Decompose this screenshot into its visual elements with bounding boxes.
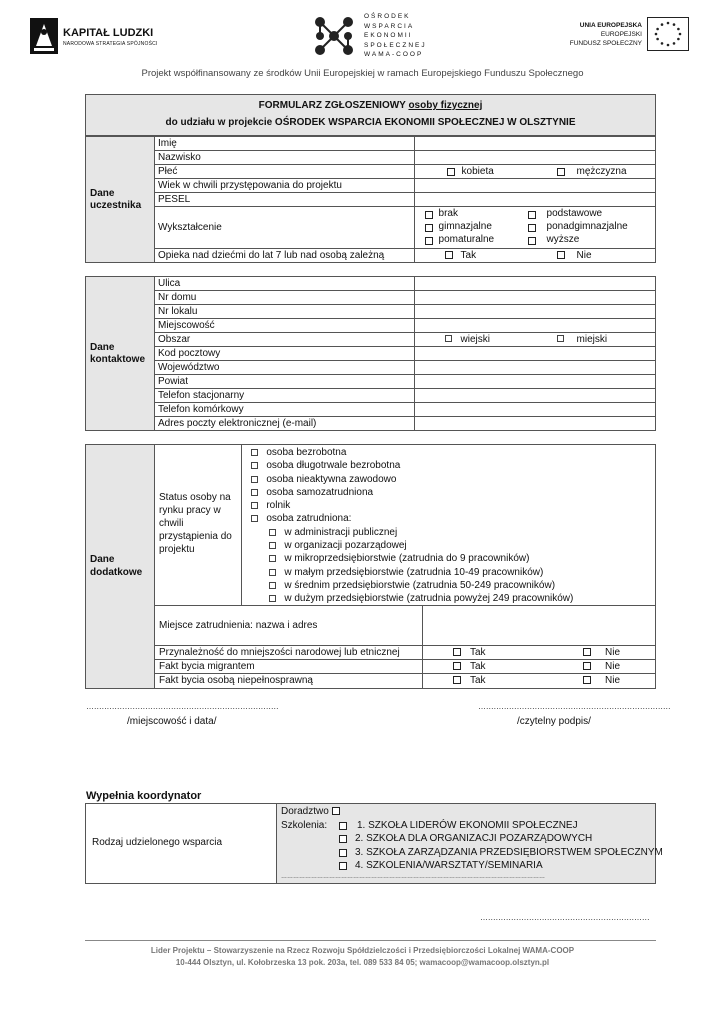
field-label: Opieka nad dziećmi do lat 7 lub nad osobą zależną bbox=[154, 249, 414, 263]
contact-section-label bbox=[86, 277, 155, 431]
section-label-line: Dane bbox=[90, 554, 115, 565]
workplace-label: Miejsce zatrudnienia: nazwa i adres bbox=[159, 620, 318, 631]
training-item: 1. SZKOŁA LIDERÓW EKONOMII SPOŁECZNEJ bbox=[357, 819, 578, 831]
field-label: Nr lokalu bbox=[154, 305, 414, 319]
email-field[interactable] bbox=[414, 417, 655, 431]
field-label: Powiat bbox=[154, 375, 414, 389]
project-note: Projekt współfinansowany ze środków Unii Europejskiej w ramach Europejskiego Funduszu Społecznego bbox=[141, 68, 584, 79]
fact-no-label: Nie bbox=[605, 675, 621, 686]
area-urban-checkbox[interactable] bbox=[557, 335, 564, 342]
eu-flag-icon bbox=[647, 17, 689, 51]
status-checkbox[interactable] bbox=[251, 462, 258, 469]
fact-row bbox=[155, 660, 656, 674]
status-label-line: projektu bbox=[159, 544, 195, 555]
network-molecule-icon bbox=[312, 14, 356, 58]
field-label: Płeć bbox=[154, 165, 414, 179]
employed-option bbox=[242, 539, 656, 552]
education-field bbox=[414, 207, 655, 249]
support-type-label: Rodzaj udzielonego wsparcia bbox=[86, 804, 277, 883]
form-title-box bbox=[85, 94, 656, 136]
status-label-line: chwili bbox=[159, 518, 184, 529]
employed-checkbox[interactable] bbox=[269, 569, 276, 576]
participant-table bbox=[85, 136, 656, 263]
status-label-line: przystąpienia do bbox=[159, 531, 232, 542]
training-row bbox=[281, 846, 663, 860]
landline-field[interactable] bbox=[414, 389, 655, 403]
employed-checkbox[interactable] bbox=[269, 595, 276, 602]
employed-option-label: w organizacji pozarządowej bbox=[284, 540, 407, 552]
fact-yes-label: Tak bbox=[470, 661, 486, 672]
first-name-field[interactable] bbox=[414, 137, 655, 151]
field-label: Obszar bbox=[154, 333, 414, 347]
coordinator-box bbox=[85, 803, 663, 884]
training-checkbox[interactable] bbox=[339, 822, 347, 830]
fact-yes-checkbox[interactable] bbox=[453, 648, 461, 656]
fact-label: Fakt bycia migrantem bbox=[155, 660, 423, 673]
gender-male-label: mężczyzna bbox=[576, 166, 627, 177]
edu-label: gimnazjalne bbox=[438, 221, 492, 232]
employed-option bbox=[242, 579, 656, 592]
fact-no-checkbox[interactable] bbox=[583, 648, 591, 656]
training-checkbox[interactable] bbox=[339, 835, 347, 843]
owes-line: OŚRODEK bbox=[364, 13, 411, 20]
childcare-field bbox=[414, 249, 655, 263]
advice-row bbox=[281, 805, 655, 819]
employed-option bbox=[242, 552, 656, 565]
support-options bbox=[277, 804, 663, 883]
fact-no-label: Nie bbox=[605, 647, 621, 658]
kl-title: KAPITAŁ LUDZKI bbox=[63, 27, 154, 39]
edu-checkbox[interactable] bbox=[528, 211, 536, 219]
form-title-prefix: FORMULARZ ZGŁOSZENIOWY bbox=[258, 100, 409, 111]
training-label: Szkolenia: bbox=[281, 819, 328, 831]
training-row bbox=[281, 832, 655, 846]
field-label: Nr domu bbox=[154, 291, 414, 305]
edu-checkbox[interactable] bbox=[425, 237, 433, 245]
field-label: Imię bbox=[154, 137, 414, 151]
coordinator-heading: Wypełnia koordynator bbox=[86, 790, 202, 802]
street-field[interactable] bbox=[414, 277, 655, 291]
edu-checkbox[interactable] bbox=[425, 224, 433, 232]
kapital-ludzki-logo bbox=[30, 18, 160, 56]
kl-subtitle: NARODOWA STRATEGIA SPÓJNOŚCI bbox=[63, 41, 158, 47]
form-title-underlined: osoby fizycznej bbox=[408, 100, 483, 111]
field-label: Adres poczty elektronicznej (e-mail) bbox=[154, 417, 414, 431]
childcare-yes-label: Tak bbox=[460, 250, 477, 261]
employed-checkbox[interactable] bbox=[269, 555, 276, 562]
last-name-field[interactable] bbox=[414, 151, 655, 165]
status-option-label: osoba samozatrudniona bbox=[266, 486, 374, 498]
status-option-label: osoba długotrwale bezrobotna bbox=[266, 460, 401, 472]
status-label-cell bbox=[155, 445, 242, 606]
edu-checkbox[interactable] bbox=[528, 237, 536, 245]
section-label-line: kontaktowe bbox=[90, 353, 146, 365]
employed-option-label: w administracji publicznej bbox=[284, 526, 398, 538]
section-label-line: dodatkowe bbox=[90, 567, 143, 578]
field-label: PESEL bbox=[154, 193, 414, 207]
employed-option bbox=[242, 526, 656, 539]
coordinator-sign-dots: ………………………………………………………… bbox=[480, 913, 650, 922]
status-label-line: rynku pracy w bbox=[159, 505, 221, 516]
edu-label: brak bbox=[438, 208, 458, 219]
section-label-line: uczestnika bbox=[90, 199, 142, 211]
training-item: 4. SZKOLENIA/WARSZTATY/SEMINARIA bbox=[355, 860, 543, 871]
training-checkbox[interactable] bbox=[339, 849, 347, 857]
gender-field bbox=[414, 165, 655, 179]
training-item: 2. SZKOŁA DLA ORGANIZACJI POZARZĄDOWYCH bbox=[355, 833, 593, 844]
apartment-number-field[interactable] bbox=[414, 305, 655, 319]
area-rural-checkbox[interactable] bbox=[445, 335, 452, 342]
training-checkbox[interactable] bbox=[339, 862, 347, 870]
edu-checkbox[interactable] bbox=[425, 211, 433, 219]
employed-option-label: w dużym przedsiębiorstwie (zatrudnia powyżej 249 pracowników) bbox=[284, 593, 574, 605]
place-date-dots: ………………………………………………………………… bbox=[86, 702, 279, 711]
city-field[interactable] bbox=[414, 319, 655, 333]
area-urban-label: miejski bbox=[576, 334, 608, 345]
gender-female-label: kobieta bbox=[461, 166, 494, 177]
status-options-cell bbox=[242, 445, 656, 606]
owes-text bbox=[364, 12, 427, 60]
footer-line1: Lider Projektu – Stowarzyszenie na Rzecz Rozwoju Spółdzielczości i Przedsiębiorczości Lokalnej WAMA-COOP bbox=[150, 946, 575, 955]
employed-option-label: w średnim przedsiębiorstwie (zatrudnia 50-249 pracowników) bbox=[284, 579, 556, 591]
additional-section-label bbox=[86, 445, 155, 688]
advice-checkbox[interactable] bbox=[332, 807, 340, 815]
field-label: Wiek w chwili przystępowania do projektu bbox=[154, 179, 414, 193]
fact-yes-label: Tak bbox=[470, 675, 486, 686]
age-field[interactable] bbox=[414, 179, 655, 193]
edu-label: ponadgimnazjalne bbox=[546, 221, 628, 232]
status-option-label: rolnik bbox=[266, 500, 291, 512]
signature-dots: ………………………………………………………………… bbox=[478, 702, 671, 711]
fact-label: Fakt bycia osobą niepełnosprawną bbox=[155, 674, 423, 688]
childcare-yes-checkbox[interactable] bbox=[445, 251, 453, 259]
footer-divider bbox=[85, 940, 656, 941]
fact-no-checkbox[interactable] bbox=[583, 662, 591, 670]
field-label: Telefon komórkowy bbox=[154, 403, 414, 417]
training-row bbox=[281, 859, 655, 873]
owes-line: EKONOMII bbox=[364, 32, 413, 39]
field-label: Wykształcenie bbox=[154, 207, 414, 249]
additional-section bbox=[85, 444, 656, 689]
advice-label: Doradztwo bbox=[281, 806, 329, 817]
fact-row bbox=[155, 646, 656, 660]
status-checkbox[interactable] bbox=[251, 515, 258, 522]
fact-row bbox=[155, 674, 656, 688]
status-option-label: osoba bezrobotna bbox=[266, 447, 347, 458]
status-checkbox[interactable] bbox=[251, 502, 258, 509]
status-checkbox[interactable] bbox=[251, 489, 258, 496]
status-checkbox[interactable] bbox=[251, 476, 258, 483]
gender-male-checkbox[interactable] bbox=[557, 168, 565, 176]
employed-checkbox[interactable] bbox=[269, 582, 276, 589]
employed-option bbox=[242, 592, 656, 605]
kl-emblem-icon bbox=[30, 18, 58, 54]
form-title bbox=[86, 100, 655, 111]
field-label: Nazwisko bbox=[154, 151, 414, 165]
fact-yes-label: Tak bbox=[470, 647, 486, 658]
status-option bbox=[242, 446, 656, 459]
area-rural-label: wiejski bbox=[460, 334, 490, 345]
field-label: Kod pocztowy bbox=[154, 347, 414, 361]
participant-section-label bbox=[86, 137, 155, 263]
workplace-label-cell bbox=[155, 606, 423, 646]
house-number-field[interactable] bbox=[414, 291, 655, 305]
status-checkbox[interactable] bbox=[251, 449, 258, 456]
eu-line1: UNIA EUROPEJSKA bbox=[579, 22, 642, 29]
field-label: Województwo bbox=[154, 361, 414, 375]
fact-no-checkbox[interactable] bbox=[583, 676, 591, 684]
training-item: 3. SZKOŁA ZARZĄDZANIA PRZEDSIĘBIORSTWEM SPOŁECZNYM bbox=[355, 846, 663, 858]
county-field[interactable] bbox=[414, 375, 655, 389]
status-option bbox=[242, 499, 656, 512]
edu-label: wyższe bbox=[546, 234, 580, 245]
signature-label: /czytelny podpis/ bbox=[517, 716, 591, 727]
fact-yes-checkbox[interactable] bbox=[453, 676, 461, 684]
fact-yes-checkbox[interactable] bbox=[453, 662, 461, 670]
status-option bbox=[242, 459, 656, 472]
workplace-field[interactable] bbox=[423, 606, 656, 646]
postal-code-field[interactable] bbox=[414, 347, 655, 361]
area-field bbox=[414, 333, 655, 347]
gender-female-checkbox[interactable] bbox=[447, 168, 455, 176]
edu-checkbox[interactable] bbox=[528, 224, 536, 232]
edu-label: pomaturalne bbox=[438, 234, 495, 245]
section-label-line: Dane bbox=[90, 341, 115, 353]
status-option bbox=[242, 512, 656, 525]
childcare-no-label: Nie bbox=[576, 250, 592, 261]
edu-label: podstawowe bbox=[546, 208, 603, 219]
owes-line: WSPARCIA bbox=[364, 22, 415, 30]
form-subtitle: do udziału w projekcie OŚRODEK WSPARCIA EKONOMII SPOŁECZNEJ W OLSZTYNIE bbox=[165, 117, 576, 128]
fact-no-label: Nie bbox=[605, 661, 621, 672]
status-option bbox=[242, 486, 656, 499]
mobile-field[interactable] bbox=[414, 403, 655, 417]
childcare-no-checkbox[interactable] bbox=[557, 251, 565, 259]
status-option-label: osoba nieaktywna zawodowo bbox=[266, 473, 397, 485]
employed-option bbox=[242, 566, 656, 579]
training-other-dots: …………………………………………………………………………………………………………………… bbox=[281, 873, 545, 880]
eu-line2: EUROPEJSKI bbox=[600, 31, 642, 38]
eu-text bbox=[560, 21, 642, 48]
training-row bbox=[281, 819, 655, 833]
eu-line3: FUNDUSZ SPOŁECZNY bbox=[569, 40, 642, 47]
employed-option-label: w mikroprzedsiębiorstwie (zatrudnia do 9 pracowników) bbox=[284, 553, 530, 565]
field-label: Miejscowość bbox=[154, 319, 414, 333]
pesel-field[interactable] bbox=[414, 193, 655, 207]
employed-option-label: w małym przedsiębiorstwie (zatrudnia 10-49 pracowników) bbox=[284, 566, 544, 578]
footer-line2: 10-444 Olsztyn, ul. Kołobrzeska 13 pok. 203a, tel. 089 533 84 05; wamacoop@wamacoop.olsztyn.pl bbox=[175, 958, 550, 967]
fact-label: Przynależność do mniejszości narodowej lub etnicznej bbox=[155, 646, 423, 659]
status-label-line: Status osoby na bbox=[159, 492, 231, 503]
voivodeship-field[interactable] bbox=[414, 361, 655, 375]
status-option-label: osoba zatrudniona: bbox=[266, 513, 352, 525]
owes-logo bbox=[312, 12, 432, 62]
place-date-label: /miejscowość i data/ bbox=[127, 716, 217, 727]
field-label: Telefon stacjonarny bbox=[154, 389, 414, 403]
section-label-line: Dane bbox=[90, 187, 115, 199]
contact-table bbox=[85, 276, 656, 431]
owes-line: SPOŁECZNEJ bbox=[364, 41, 427, 49]
owes-line: WAMA-COOP bbox=[364, 51, 424, 58]
status-option bbox=[242, 473, 656, 486]
field-label: Ulica bbox=[154, 277, 414, 291]
employed-checkbox[interactable] bbox=[269, 542, 276, 549]
employed-checkbox[interactable] bbox=[269, 529, 276, 536]
